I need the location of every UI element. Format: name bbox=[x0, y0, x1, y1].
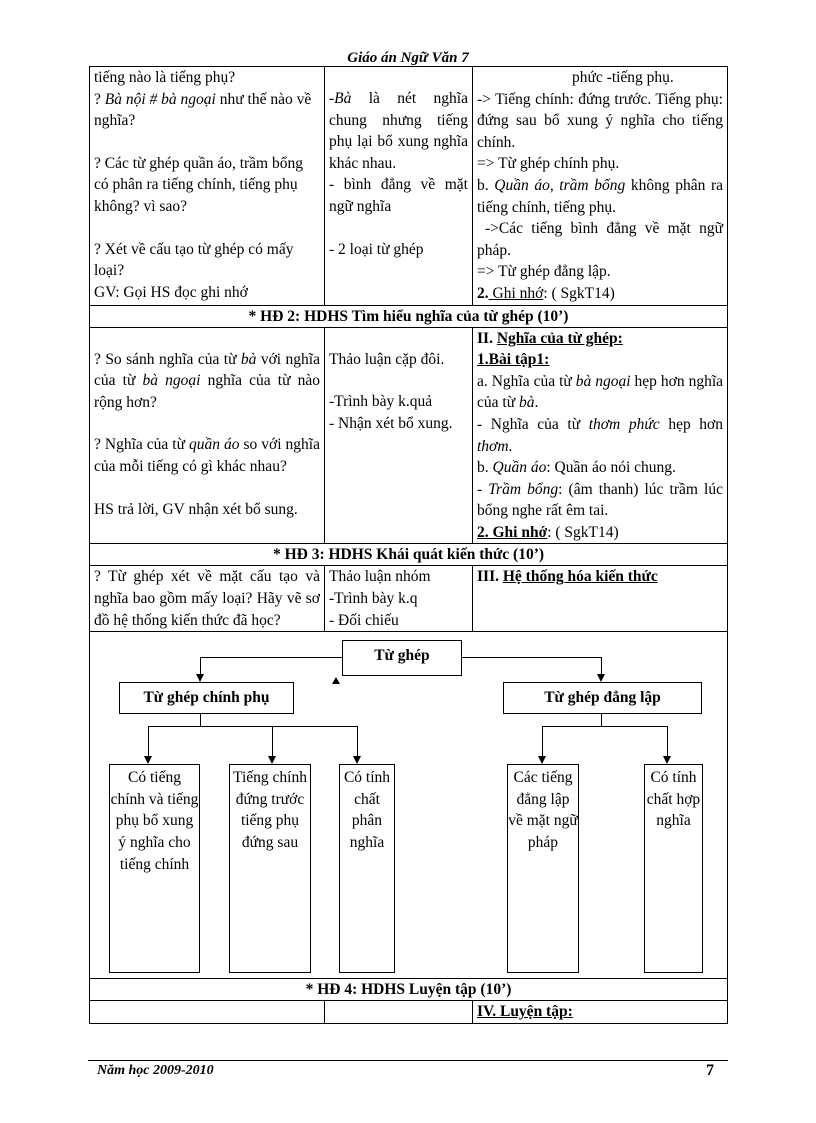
arrow-up-icon bbox=[332, 677, 340, 684]
table-row bbox=[90, 1001, 728, 1024]
diagram-right-node: Từ ghép đẳng lập bbox=[503, 682, 702, 714]
knowledge-text: phức -tiếng phụ. bbox=[572, 69, 674, 86]
subsection-title: Nghĩa của từ ghép: bbox=[496, 329, 623, 347]
student-activity-cell bbox=[325, 327, 473, 544]
student-activity-cell: -Bà là nét nghĩa chung nhưng tiếng phụ lại bổ xung nghĩa khác nhau. - bình đẳng về mặt ngữ nghĩa - 2 loại từ ghép bbox=[325, 67, 473, 306]
connector-line bbox=[357, 726, 358, 757]
question-text: ? Các từ ghép quần áo, trầm bổng có phân ra tiếng chính, tiếng phụ không? vì sao? bbox=[94, 154, 303, 215]
connector-line bbox=[601, 714, 602, 726]
teacher-questions-cell bbox=[90, 566, 325, 632]
diagram-leaf-node: Có tính chất hợp nghĩa bbox=[644, 764, 703, 973]
arrow-icon bbox=[663, 756, 671, 764]
knowledge-cell: II. Nghĩa của từ ghép: 1.Bài tập1: a. Nghĩa của từ bà ngoại hẹp hơn nghĩa của từ bà. - Nghĩa của từ thơm phức hẹp hơn thơm. b. Quần áo: Quần áo nói chung. - Trầm bổng: (âm thanh) lúc trầm lúc bổng nghe rất êm tai. 2. Ghi nhớ: ( SgkT14) bbox=[473, 327, 728, 544]
arrow-icon bbox=[144, 756, 152, 764]
connector-line bbox=[460, 657, 601, 658]
footer-school-year: Năm học 2009-2010 bbox=[97, 1063, 214, 1078]
table-row bbox=[90, 67, 728, 306]
diagram-leaf-node: Tiếng chính đứng trước tiếng phụ đứng sau bbox=[229, 764, 311, 973]
arrow-icon bbox=[597, 674, 605, 682]
activity-text: -Trình bày k.q bbox=[329, 590, 418, 608]
knowledge-diagram bbox=[90, 632, 728, 979]
connector-line bbox=[542, 726, 667, 727]
teacher-questions-cell: tiếng nào là tiếng phụ? ? Bà nội # bà ngoại như thế nào về nghĩa? ? Các từ ghép quần áo, trầm bổng có phân ra tiếng chính, tiếng phụ không? vì sao? ? Xét về cấu tạo từ ghép có mấy loại? GV: Gọi HS đọc ghi nhớ bbox=[90, 67, 325, 306]
table-row bbox=[90, 566, 728, 632]
connector-line bbox=[272, 726, 273, 757]
connector-line bbox=[542, 726, 543, 757]
knowledge-text: không phân ra tiếng chính, tiếng phụ. bbox=[477, 176, 724, 216]
section-title: * HĐ 4: HDHS Luyện tập (10’) bbox=[90, 979, 728, 1001]
arrow-icon bbox=[196, 674, 204, 682]
subsection-title: IV. Luyện tập: bbox=[477, 1003, 573, 1021]
knowledge-text: => Từ ghép đẳng lập. bbox=[477, 263, 611, 281]
question-text: ? Từ ghép xét về mặt cấu tạo và nghĩa bao gồm mấy loại? Hãy vẽ sơ đồ hệ thống kiến thức đã học? bbox=[94, 568, 320, 629]
activity-text: - 2 loại từ ghép bbox=[329, 240, 424, 258]
lesson-table bbox=[89, 66, 728, 1024]
section-header-row bbox=[90, 544, 728, 566]
knowledge-cell: phức -tiếng phụ. -> Tiếng chính: đứng trước. Tiếng phụ: đứng sau bổ xung ý nghĩa cho tiếng chính. => Từ ghép chính phụ. b. Quần áo, trầm bổng không phân ra tiếng chính, tiếng phụ. ->Các tiếng bình đẳng về mặt ngữ pháp. => Từ ghép đẳng lập. 2. Ghi nhớ: ( SgkT14) bbox=[473, 67, 728, 306]
memo-label: Ghi nhớ bbox=[488, 284, 544, 302]
question-text: tiếng nào là tiếng phụ? bbox=[94, 69, 236, 86]
page-header: Giáo án Ngữ Văn 7 bbox=[347, 50, 469, 66]
section-title: * HĐ 3: HDHS Khái quát kiến thức (10’) bbox=[90, 544, 728, 566]
connector-line bbox=[200, 714, 201, 726]
student-activity-cell bbox=[325, 566, 473, 632]
diagram-root-node: Từ ghép bbox=[342, 640, 462, 676]
activity-text: - Nhận xét bổ xung. bbox=[329, 414, 453, 432]
memo-label: 2. Ghi nhớ bbox=[477, 523, 548, 541]
arrow-icon bbox=[353, 756, 361, 764]
knowledge-text: -> Tiếng chính: đứng trước. Tiếng phụ: đứng sau bổ xung ý nghĩa cho tiếng chính. bbox=[477, 90, 723, 151]
section-header-row bbox=[90, 979, 728, 1001]
arrow-icon bbox=[538, 756, 546, 764]
activity-text: Thảo luận nhóm bbox=[329, 568, 431, 586]
footer-divider bbox=[88, 1060, 728, 1061]
diagram-left-node: Từ ghép chính phụ bbox=[119, 682, 294, 714]
section-title: * HĐ 2: HDHS Tìm hiểu nghĩa của từ ghép (10’) bbox=[90, 305, 728, 327]
activity-text: -Trình bày k.quả bbox=[329, 393, 433, 411]
question-text: HS trả lời, GV nhận xét bổ sung. bbox=[94, 500, 298, 518]
arrow-icon bbox=[268, 756, 276, 764]
exercise-title: 1.Bài tập1: bbox=[477, 351, 550, 369]
activity-text: Thảo luận cặp đôi. bbox=[329, 350, 445, 368]
connector-line bbox=[148, 726, 149, 757]
question-text: GV: Gọi HS đọc ghi nhớ bbox=[94, 283, 248, 301]
teacher-questions-cell: ? So sánh nghĩa của từ bà với nghĩa của từ bà ngoại nghĩa của từ nào rộng hơn? ? Nghĩa của từ quần áo so với nghĩa của mỗi tiếng có gì khác nhau? HS trả lời, GV nhận xét bổ sung. bbox=[90, 327, 325, 544]
diagram-leaf-node: Các tiếng đẳng lập về mặt ngữ pháp bbox=[507, 764, 579, 973]
activity-text: - bình đẳng về mặt ngữ nghĩa bbox=[329, 176, 468, 215]
connector-line bbox=[667, 726, 668, 757]
diagram-row bbox=[90, 632, 728, 979]
activity-text: là nét nghĩa chung nhưng tiếng phụ lại bổ xung nghĩa khác nhau. bbox=[329, 90, 468, 172]
diagram-leaf-node: Có tiếng chính và tiếng phụ bổ xung ý nghĩa cho tiếng chính bbox=[109, 764, 200, 973]
activity-text: - Đối chiếu bbox=[329, 611, 399, 629]
knowledge-text: ->Các tiếng bình đẳng về mặt ngữ pháp. bbox=[477, 220, 723, 259]
section-header-row bbox=[90, 305, 728, 327]
connector-line bbox=[200, 657, 342, 658]
knowledge-text: => Từ ghép chính phụ. bbox=[477, 155, 620, 173]
question-text: Bà nội # bà ngoại bbox=[104, 90, 216, 108]
connector-line bbox=[148, 726, 357, 727]
page-number: 7 bbox=[706, 1062, 714, 1079]
subsection-title: Hệ thống hóa kiến thức bbox=[502, 568, 658, 586]
student-activity-cell bbox=[325, 1001, 473, 1024]
question-text: ? Xét về cấu tạo từ ghép có mấy loại? bbox=[94, 240, 294, 280]
diagram-leaf-node: Có tính chất phân nghĩa bbox=[339, 764, 395, 973]
teacher-questions-cell bbox=[90, 1001, 325, 1024]
knowledge-cell: III. Hệ thống hóa kiến thức bbox=[473, 566, 728, 632]
table-row bbox=[90, 327, 728, 544]
knowledge-cell bbox=[473, 1001, 728, 1024]
